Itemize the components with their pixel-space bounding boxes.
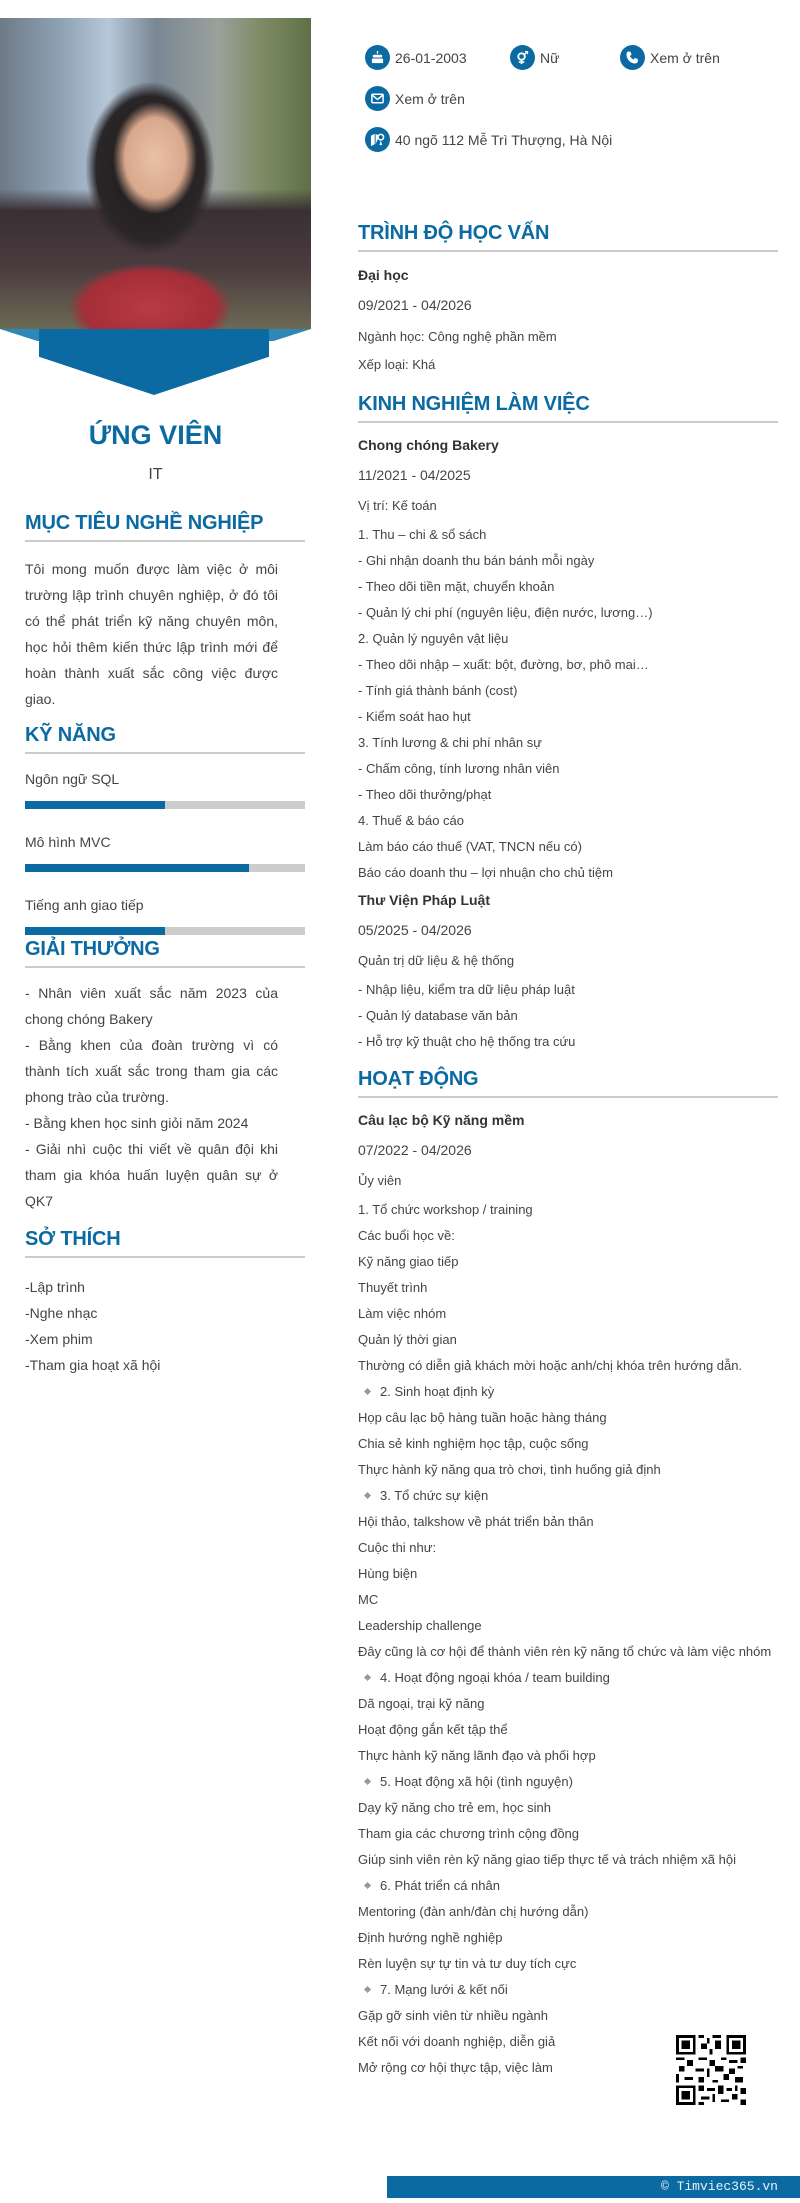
- description-line: Kỹ năng giao tiếp: [358, 1254, 459, 1269]
- award-line: - Bằng khen học sinh giỏi năm 2024: [25, 1115, 249, 1131]
- section-title: MỤC TIÊU NGHỀ NGHIỆP: [25, 512, 305, 542]
- awards-list: [25, 980, 305, 1214]
- description-line: Kết nối với doanh nghiệp, diễn giả: [358, 2034, 556, 2049]
- experience-date: 05/2025 - 04/2026: [358, 922, 472, 938]
- section-title: KINH NGHIỆM LÀM VIỆC: [358, 393, 778, 423]
- description-line: Gặp gỡ sinh viên từ nhiều ngành: [358, 2008, 548, 2023]
- section-title: SỞ THÍCH: [25, 1228, 305, 1258]
- description-line: Tham gia các chương trình cộng đồng: [358, 1826, 580, 1841]
- skill-bar-fill: [25, 801, 165, 809]
- experience-item: [358, 436, 778, 886]
- description-line: Hoạt động gắn kết tập thể: [358, 1722, 508, 1737]
- email-value: Xem ở trên: [395, 90, 465, 107]
- activity-date: 07/2022 - 04/2026: [358, 1142, 472, 1158]
- activity-role: Ủy viên: [358, 1173, 402, 1188]
- gender-icon: [510, 45, 535, 70]
- contact-phone: [620, 45, 720, 70]
- contact-gender: [510, 45, 559, 70]
- section-title: HOẠT ĐỘNG: [358, 1068, 778, 1098]
- description-line: - Kiểm soát hao hụt: [358, 709, 471, 724]
- award-line: - Nhân viên xuất sắc năm 2023 của chong chóng Bakery: [25, 985, 278, 1027]
- job-title: IT: [148, 466, 163, 483]
- description-line: Hội thảo, talkshow về phát triển bản thân: [358, 1514, 594, 1529]
- experience-role: Vị trí: Kế toán: [358, 498, 437, 513]
- skill-bar: [25, 927, 305, 935]
- skill-name: Ngôn ngữ SQL: [25, 771, 120, 787]
- map-pin-icon: [365, 127, 390, 152]
- avatar: [0, 18, 311, 329]
- skill-bar-fill: [25, 864, 249, 872]
- description-line: Báo cáo doanh thu – lợi nhuận cho chủ tiệm: [358, 865, 613, 880]
- company-name: Chong chóng Bakery: [358, 437, 499, 453]
- skill-bar: [25, 801, 305, 809]
- contact-address: [365, 127, 612, 152]
- education-major: Ngành học: Công nghệ phần mềm: [358, 329, 557, 344]
- description-line: Định hướng nghề nghiệp: [358, 1930, 503, 1945]
- description-line: - Quản lý chi phí (nguyên liệu, điện nước, lương…): [358, 605, 653, 620]
- experience-item: [358, 891, 778, 1055]
- section-title: GIẢI THƯỞNG: [25, 938, 305, 968]
- hobby-item: -Xem phim: [25, 1331, 93, 1347]
- section-title: KỸ NĂNG: [25, 724, 305, 754]
- description-line: Mở rộng cơ hội thực tập, việc làm: [358, 2060, 553, 2075]
- school-name: Đại học: [358, 267, 409, 283]
- contact-birthday: [365, 45, 467, 70]
- experience-description: [358, 522, 778, 886]
- ribbon-banner: [39, 329, 269, 395]
- activity-subheading: 3. Tổ chức sự kiện: [358, 1483, 778, 1509]
- description-line: Làm báo cáo thuế (VAT, TNCN nếu có): [358, 839, 582, 854]
- address-value: 40 ngõ 112 Mễ Trì Thượng, Hà Nội: [395, 131, 613, 148]
- candidate-photo: [0, 18, 311, 329]
- description-line: Chia sẻ kinh nghiệm học tập, cuộc sống: [358, 1436, 589, 1451]
- description-line: 4. Thuế & báo cáo: [358, 813, 465, 828]
- gender-value: Nữ: [540, 49, 560, 66]
- skill-name: Mô hình MVC: [25, 834, 111, 850]
- activity-subheading: 6. Phát triển cá nhân: [358, 1873, 778, 1899]
- skill-bar-fill: [25, 927, 165, 935]
- description-line: - Nhập liệu, kiểm tra dữ liệu pháp luật: [358, 982, 575, 997]
- education-section: [358, 222, 778, 374]
- hobby-item: -Tham gia hoạt xã hội: [25, 1357, 161, 1373]
- hobbies-section: [25, 1228, 305, 1378]
- description-line: Cuộc thi như:: [358, 1540, 437, 1555]
- activities-section: [358, 1068, 778, 2081]
- description-line: Quản lý thời gian: [358, 1332, 457, 1347]
- description-line: Rèn luyện sự tự tin và tư duy tích cực: [358, 1956, 577, 1971]
- description-line: - Theo dõi thưởng/phạt: [358, 787, 492, 802]
- experience-role: Quản trị dữ liệu & hệ thống: [358, 953, 515, 968]
- activity-subheading: 7. Mạng lưới & kết nối: [358, 1977, 778, 2003]
- description-line: 3. Tính lương & chi phí nhân sự: [358, 735, 542, 750]
- left-column: [0, 0, 320, 2203]
- description-line: Các buổi học về:: [358, 1228, 455, 1243]
- phone-value: Xem ở trên: [650, 49, 720, 66]
- description-line: - Quản lý database văn bản: [358, 1008, 518, 1023]
- birthday-cake-icon: [365, 45, 390, 70]
- description-line: Họp câu lạc bộ hàng tuần hoặc hàng tháng: [358, 1410, 607, 1425]
- awards-section: [25, 938, 305, 1214]
- organization-name: Câu lạc bộ Kỹ năng mềm: [358, 1112, 525, 1128]
- description-line: 1. Thu – chi & sổ sách: [358, 527, 487, 542]
- footer-watermark: © Timviec365.vn: [387, 2176, 800, 2198]
- hobby-item: -Lập trình: [25, 1279, 85, 1295]
- skill-bar: [25, 864, 305, 872]
- description-line: Đây cũng là cơ hội để thành viên rèn kỹ năng tổ chức và làm việc nhóm: [358, 1644, 772, 1659]
- candidate-name: ỨNG VIÊN: [88, 420, 223, 450]
- description-line: Làm việc nhóm: [358, 1306, 447, 1321]
- objective-text: Tôi mong muốn được làm việc ở môi trường lập trình chuyên nghiệp, ở đó tôi có thể phát triển kỹ năng chuyên môn, học hỏi thêm kiến thức lập trình mới để hoàn thành xuất sắc công việc được giao.: [25, 561, 278, 707]
- company-name: Thư Viện Pháp Luật: [358, 892, 491, 908]
- skills-section: [25, 724, 305, 935]
- section-title: TRÌNH ĐỘ HỌC VẤN: [358, 222, 778, 252]
- description-line: Thuyết trình: [358, 1280, 428, 1295]
- phone-icon: [620, 45, 645, 70]
- activity-subheading: 2. Sinh hoạt định kỳ: [358, 1379, 778, 1405]
- education-date: 09/2021 - 04/2026: [358, 297, 472, 313]
- description-line: 2. Quản lý nguyên vật liệu: [358, 631, 509, 646]
- birthday-value: 26-01-2003: [395, 49, 467, 66]
- description-line: Leadership challenge: [358, 1618, 482, 1633]
- description-line: - Chấm công, tính lương nhân viên: [358, 761, 560, 776]
- email-icon: [365, 86, 390, 111]
- description-line: Thực hành kỹ năng qua trò chơi, tình huống giả định: [358, 1462, 661, 1477]
- qr-code: [676, 2035, 746, 2105]
- education-rank: Xếp loại: Khá: [358, 357, 436, 372]
- objective-section: [25, 512, 305, 712]
- description-line: - Theo dõi nhập – xuất: bột, đường, bơ, phô mai…: [358, 657, 649, 672]
- description-line: - Hỗ trợ kỹ thuật cho hệ thống tra cứu: [358, 1034, 576, 1049]
- hobby-item: -Nghe nhạc: [25, 1305, 98, 1321]
- activity-subheading: 5. Hoạt động xã hội (tình nguyện): [358, 1769, 778, 1795]
- contact-email: [365, 86, 465, 111]
- description-line: Giúp sinh viên rèn kỹ năng giao tiếp thực tế và trách nhiệm xã hội: [358, 1852, 736, 1867]
- description-line: Dạy kỹ năng cho trẻ em, học sinh: [358, 1800, 551, 1815]
- description-line: Thường có diễn giả khách mời hoặc anh/chị khóa trên hướng dẫn.: [358, 1358, 743, 1373]
- description-line: - Ghi nhận doanh thu bán bánh mỗi ngày: [358, 553, 595, 568]
- description-line: Mentoring (đàn anh/đàn chị hướng dẫn): [358, 1904, 589, 1919]
- activity-subheading: 4. Hoạt động ngoại khóa / team building: [358, 1665, 778, 1691]
- experience-date: 11/2021 - 04/2025: [358, 467, 471, 483]
- description-line: MC: [358, 1592, 379, 1607]
- description-line: 1. Tổ chức workshop / training: [358, 1202, 533, 1217]
- description-line: Hùng biện: [358, 1566, 418, 1581]
- skill-item: [25, 833, 305, 872]
- skill-item: [25, 770, 305, 809]
- description-line: - Theo dõi tiền mặt, chuyển khoản: [358, 579, 555, 594]
- award-line: - Giải nhì cuộc thi viết về quân đội khi tham gia khóa huấn luyện quân sự ở QK7: [25, 1141, 278, 1209]
- description-line: - Tính giá thành bánh (cost): [358, 683, 518, 698]
- hobbies-list: [25, 1274, 305, 1378]
- activity-description: [358, 1197, 778, 2081]
- skill-item: [25, 896, 305, 935]
- experience-section: [358, 393, 778, 1055]
- skill-name: Tiếng anh giao tiếp: [25, 897, 144, 913]
- description-line: Dã ngoại, trại kỹ năng: [358, 1696, 485, 1711]
- description-line: Thực hành kỹ năng lãnh đạo và phối hợp: [358, 1748, 596, 1763]
- experience-description: [358, 977, 778, 1055]
- award-line: - Bằng khen của đoàn trường vì có thành tích xuất sắc trong tham gia các phong trào của trường.: [25, 1037, 278, 1105]
